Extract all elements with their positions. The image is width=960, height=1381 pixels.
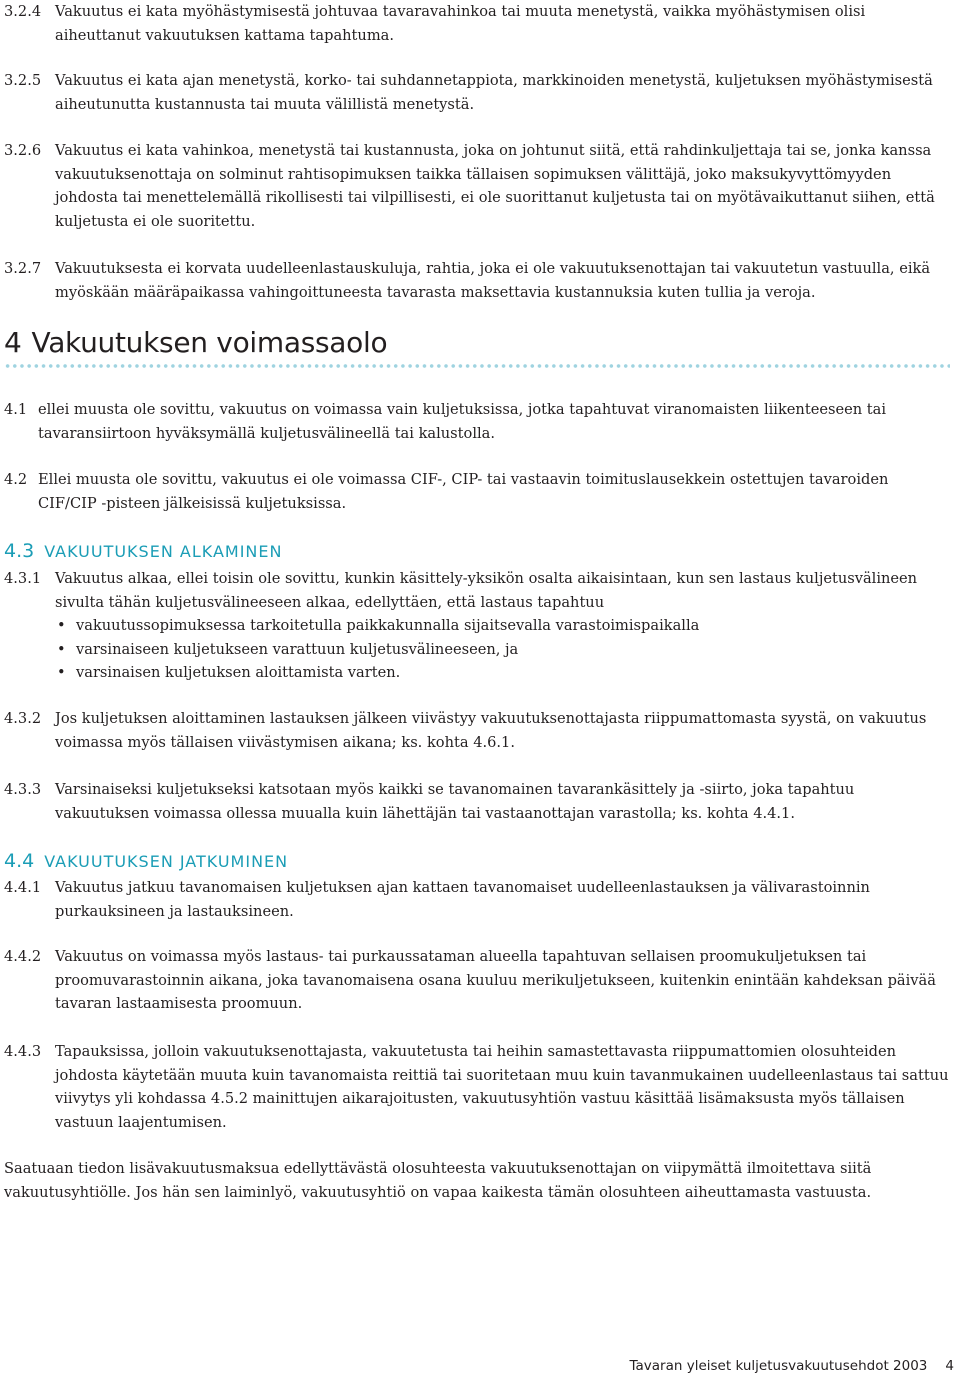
clause-text: Varsinaiseksi kuljetukseksi katsotaan myös kaikki se tavanomainen tavarankäsittely ja -siirto, joka tapahtuu vakuutuksen voimassa ollessa muualla kuin lähettäjän tai vastaanottajan varastolla; ks. kohta 4.4.1. <box>55 781 855 822</box>
clause-text: Vakuutus ei kata vahinkoa, menetystä tai kustannusta, joka on johtunut siitä, että rahdinkuljettaja tai se, jonka kanssa vakuutuksenottaja on solminut rahtisopimuksen taikka tällaisen sopimuksen välittäjä, joko maksukyvyttömyyden johdosta tai menettelemällä rikollisesti tai vilpillisesti, ei ole suorittanut kuljetusta tai on myötävaikuttanut siihen, että kuljetusta ei ole suoritettu. <box>55 142 935 230</box>
clause-text: Tapauksissa, jolloin vakuutuksenottajasta, vakuutetusta tai heihin samastettavasta riippumattomien olosuhteiden johdosta käytetään muuta kuin tavanomaista reittiä tai suoritetaan muu kuin tavanmukainen uudelleenlastaus tai sattuu viivytys yli kohdassa 4.5.2 mainittujen aikarajoitusten, vakuutusyhtiön vastuu käsittää lisämaksusta myös tällaisen vastuun laajentumisen. <box>55 1043 949 1131</box>
clause-number: 4.3.3 <box>4 781 42 798</box>
clause-text: Vakuutus jatkuu tavanomaisen kuljetuksen ajan kattaen tavanomaiset uudelleenlastauksen ja välivarastoinnin purkauksineen ja lastauksineen. <box>55 879 870 920</box>
clause-number: 4.2 <box>4 471 28 488</box>
clause-text: Vakuutuksesta ei korvata uudelleenlastauskuluja, rahtia, joka ei ole vakuutuksenottajan tai vakuutetun vastuulla, eikä myöskään määräpaikassa vahingoittuneesta tavarasta maksettavia kustannuksia kuten tullia ja veroja. <box>55 260 931 301</box>
page-number: 4 <box>945 1358 954 1374</box>
subsection-title: VAKUUTUKSEN JATKUMINEN <box>44 852 289 871</box>
clause-3-2-6 <box>4 139 950 233</box>
section-number: 4 <box>4 326 22 359</box>
clause-number: 3.2.4 <box>4 3 42 20</box>
clause-3-2-5 <box>4 69 950 116</box>
subsection-heading-4-4 <box>4 850 288 872</box>
clause-text: Vakuutus on voimassa myös lastaus- tai purkaussataman alueella tapahtuvan sellaisen proomukuljetuksen tai proomuvarastoinnin aikana, joka tavanomaisena osana kuuluu merikuljetukseen, kuitenkin enintään kahdeksan päivää tavaran lastaamisesta proomuun. <box>55 948 936 1012</box>
clause-text: Vakuutus ei kata myöhästymisestä johtuvaa tavaravahinkoa tai muuta menetystä, vaikka myöhästymisen olisi aiheuttanut vakuutuksen kattama tapahtuma. <box>55 3 866 44</box>
clause-4-1 <box>4 398 950 445</box>
subsection-number: 4.4 <box>4 850 35 872</box>
bullet-list <box>55 614 950 685</box>
clause-number: 3.2.5 <box>4 72 42 89</box>
subsection-number: 4.3 <box>4 540 35 562</box>
list-item: • varsinaisen kuljetuksen aloittamista varten. <box>55 661 950 685</box>
clause-4-3-2 <box>4 707 950 754</box>
clause-number: 4.4.2 <box>4 948 42 965</box>
clause-text: Jos kuljetuksen aloittaminen lastauksen jälkeen viivästyy vakuutuksenottajasta riippumattomasta syystä, on vakuutus voimassa myös tällaisen viivästymisen aikana; ks. kohta 4.6.1. <box>55 710 927 751</box>
clause-number: 4.4.1 <box>4 879 42 896</box>
page-footer <box>630 1358 954 1374</box>
clause-4-4-2 <box>4 945 950 1016</box>
footer-title: Tavaran yleiset kuljetusvakuutusehdot 2003 <box>629 1358 928 1374</box>
closing-paragraph: Saatuaan tiedon lisävakuutusmaksua edellyttävästä olosuhteesta vakuutuksenottajan on viipymättä ilmoitettava siitä vakuutusyhtiölle. Jos hän sen laiminlyö, vakuutusyhtiö on vapaa kaikesta tämän olosuhteen aiheuttamasta vastuusta. <box>4 1160 872 1201</box>
clause-number: 4.3.1 <box>4 570 42 587</box>
list-item: • vakuutussopimuksessa tarkoitetulla paikkakunnalla sijaitsevalla varastoimispaikalla <box>55 614 950 638</box>
clause-text: Vakuutus ei kata ajan menetystä, korko- tai suhdannetappiota, markkinoiden menetystä, kuljetuksen myöhästymisestä aiheutunutta kustannusta tai muuta välillistä menetystä. <box>55 72 933 113</box>
section-title: Vakuutuksen voimassaolo <box>31 326 388 359</box>
subsection-title: VAKUUTUKSEN ALKAMINEN <box>44 542 283 561</box>
clause-text: Ellei muusta ole sovittu, vakuutus ei ole voimassa CIF-, CIP- tai vastaavin toimituslausekkein ostettujen tavaroiden CIF/CIP -pisteen jälkeisissä kuljetuksissa. <box>38 471 889 512</box>
section-heading-4 <box>4 326 387 359</box>
clause-4-4-3 <box>4 1040 950 1134</box>
clause-number: 4.1 <box>4 401 28 418</box>
clause-4-2 <box>4 468 950 515</box>
clause-3-2-4 <box>4 0 950 47</box>
clause-number: 4.4.3 <box>4 1043 42 1060</box>
clause-number: 3.2.7 <box>4 260 42 277</box>
clause-3-2-7 <box>4 257 950 304</box>
dotted-rule <box>4 362 950 370</box>
clause-4-3-1 <box>4 567 950 685</box>
clause-text: ellei muusta ole sovittu, vakuutus on voimassa vain kuljetuksissa, jotka tapahtuvat viranomaisten liikenteeseen tai tavaransiirtoon hyväksymällä kuljetusvälineellä tai kalustolla. <box>38 401 887 442</box>
clause-4-4-1 <box>4 876 950 923</box>
clause-text: Vakuutus alkaa, ellei toisin ole sovittu, kunkin käsittely-yksikön osalta aikaisintaan, kun sen lastaus kuljetusvälineen sivulta tähän kuljetusvälineeseen alkaa, edellyttäen, että lastaus tapahtuu <box>55 570 918 611</box>
subsection-heading-4-3 <box>4 540 282 562</box>
list-item: • varsinaiseen kuljetukseen varattuun kuljetusvälineeseen, ja <box>55 638 950 662</box>
clause-number: 4.3.2 <box>4 710 42 727</box>
clause-4-3-3 <box>4 778 950 825</box>
clause-number: 3.2.6 <box>4 142 42 159</box>
